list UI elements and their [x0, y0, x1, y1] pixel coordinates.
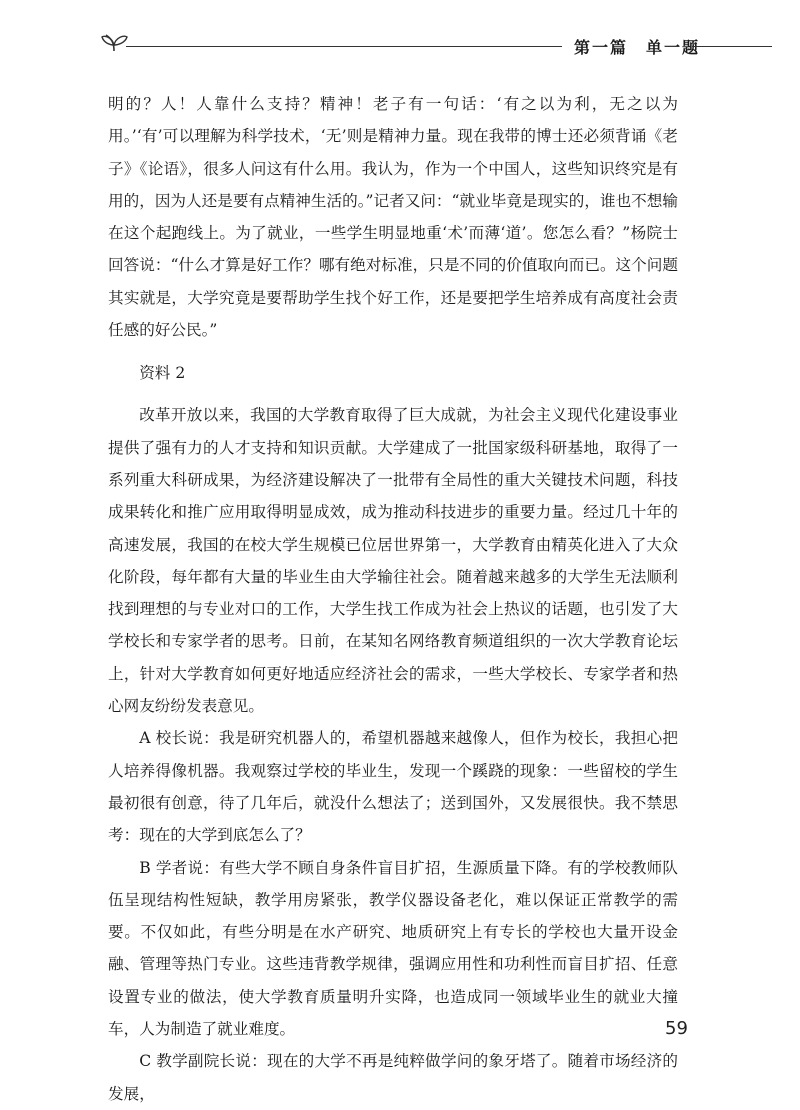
- page-body: [108, 88, 678, 1110]
- material-label: 资料 2: [139, 364, 186, 383]
- paragraph-continued: 明的？人！人靠什么支持？精神！老子有一句话：‘有之以为利，无之以为用。’‘有’可以理解为科学技术，‘无’则是精神力量。现在我带的博士还必须背诵《老子》《论语》，很多人问这有什么用。我认为，作为一个中国人，这些知识终究是有用的，因为人还是要有点精神生活的。”记者又问：“就业毕竟是现实的，谁也不想输在这个起跑线上。为了就业，一些学生明显地重‘术’而薄‘道’。您怎么看？”杨院士回答说：“什么才算是好工作？哪有绝对标准，只是不同的价值取向而已。这个问题其实就是，大学究竟是要帮助学生找个好工作，还是要把学生培养成有高度社会责任感的好公民。”: [108, 95, 678, 340]
- paragraph-dean-c: C 教学副院长说：现在的大学不再是纯粹做学问的象牙塔了。随着市场经济的发展，: [108, 1052, 678, 1103]
- paragraph-scholar-b: B 学者说：有些大学不顾自身条件盲目扩招，生源质量下降。有的学校教师队伍呈现结构性短缺，教学用房紧张，教学仪器设备老化，难以保证正常教学的需要。不仅如此，有些分明是在水产研究、地质研究上有专长的学校也大量开设金融、管理等热门专业。这些违背教学规律，强调应用性和功利性而盲目扩招、任意设置专业的做法，使大学教育质量明升实降，也造成同一领域毕业生的就业大撞车，人为制造了就业难度。: [108, 858, 678, 1039]
- page-header: [0, 0, 800, 70]
- header-rule-left: [126, 46, 562, 47]
- chapter-title: 第一篇 单一题: [570, 35, 704, 58]
- sprout-icon: [100, 25, 130, 55]
- header-rule-right: [692, 46, 772, 47]
- paragraph-material-2: 改革开放以来，我国的大学教育取得了巨大成就，为社会主义现代化建设事业提供了强有力的人才支持和知识贡献。大学建成了一批国家级科研基地，取得了一系列重大科研成果，为经济建设解决了一批带有全局性的重大关键技术问题，科技成果转化和推广应用取得明显成效，成为推动科技进步的重要力量。经过几十年的高速发展，我国的在校大学生规模已位居世界第一，大学教育由精英化进入了大众化阶段，每年都有大量的毕业生由大学输往社会。随着越来越多的大学生无法顺利找到理想的与专业对口的工作，大学生找工作成为社会上热议的话题，也引发了大学校长和专家学者的思考。日前，在某知名网络教育频道组织的一次大学教育论坛上，针对大学教育如何更好地适应经济社会的需求，一些大学校长、专家学者和热心网友纷纷发表意见。: [108, 406, 678, 716]
- paragraph-principal-a: A 校长说：我是研究机器人的，希望机器越来越像人，但作为校长，我担心把人培养得像机器。我观察过学校的毕业生，发现一个蹊跷的现象：一些留校的学生最初很有创意，待了几年后，就没什么想法了；送到国外，又发展很快。我不禁思考：现在的大学到底怎么了？: [108, 729, 678, 845]
- page-number: 59: [665, 1018, 688, 1039]
